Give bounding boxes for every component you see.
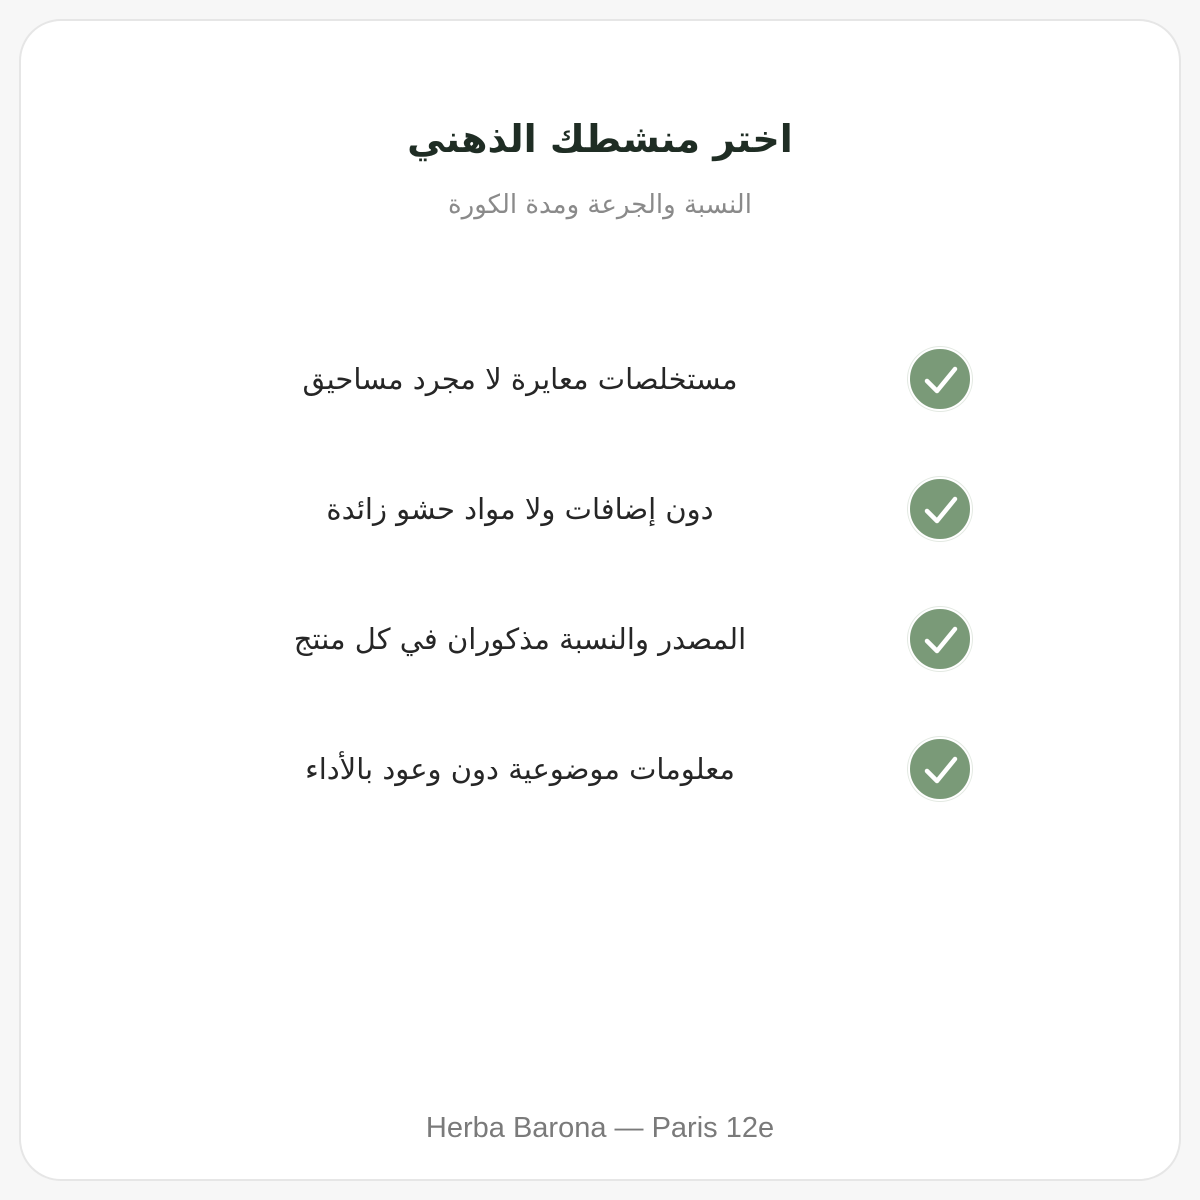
check-circle-icon <box>908 607 972 671</box>
page-subtitle: النسبة والجرعة ومدة الكورة <box>448 190 752 220</box>
check-circle-icon <box>908 477 972 541</box>
feature-text: المصدر والنسبة مذكوران في كل منتج <box>293 622 747 656</box>
checkmark-icon <box>924 754 958 786</box>
checkmark-icon <box>924 364 958 396</box>
feature-item <box>0 737 1200 801</box>
checkmark-icon <box>924 624 958 656</box>
feature-text: دون إضافات ولا مواد حشو زائدة <box>326 492 714 526</box>
check-circle-icon <box>908 737 972 801</box>
feature-item <box>0 607 1200 671</box>
feature-text: مستخلصات معايرة لا مجرد مساحيق <box>302 362 738 396</box>
checkmark-icon <box>924 494 958 526</box>
page-title: اختر منشطك الذهني <box>407 117 793 161</box>
feature-item <box>0 347 1200 411</box>
feature-text: معلومات موضوعية دون وعود بالأداء <box>305 752 735 786</box>
check-circle-icon <box>908 347 972 411</box>
feature-item <box>0 477 1200 541</box>
brand-footer: Herba Barona — Paris 12e <box>425 1112 775 1144</box>
